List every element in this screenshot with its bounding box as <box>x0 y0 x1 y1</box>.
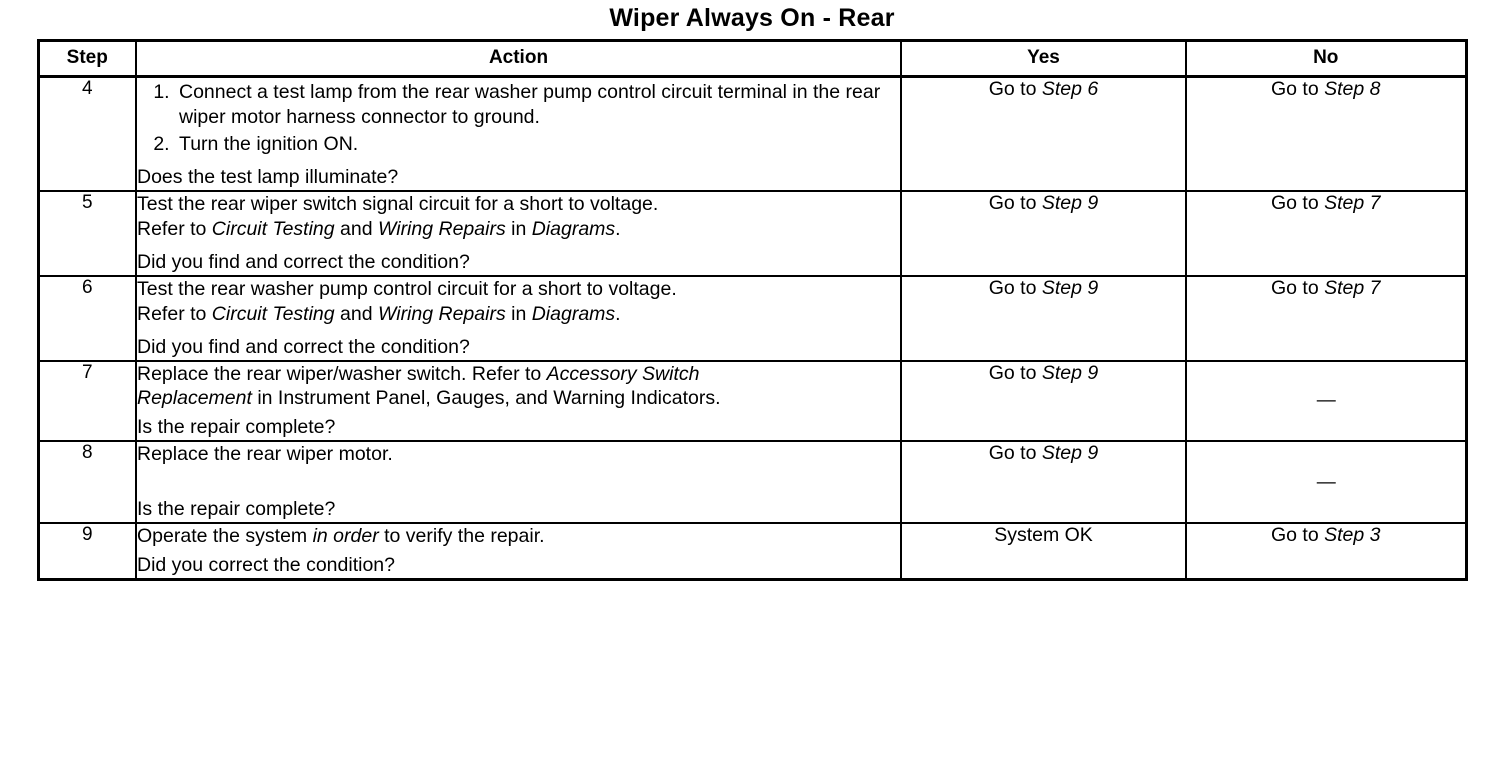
cell-no <box>1186 77 1466 191</box>
refer-to-text: Refer to <box>137 217 212 240</box>
table-row <box>38 191 1466 276</box>
yes-text: Go to <box>988 191 1042 214</box>
reference-wiring-repairs: Wiring Repairs <box>378 302 506 325</box>
cell-no <box>1186 276 1466 361</box>
reference-accessory-switch: Accessory Switch <box>546 362 700 385</box>
reference-location-text: in Instrument Panel, Gauges, and Warning Indicators. <box>251 387 721 410</box>
yes-text: System OK <box>994 524 1093 547</box>
cell-yes <box>901 523 1186 579</box>
no-step-ref: Step 7 <box>1324 276 1381 299</box>
cell-step-number: 5 <box>38 191 136 276</box>
table-row <box>38 361 1466 442</box>
conjunction-and: and <box>334 217 378 240</box>
cell-yes <box>901 276 1186 361</box>
conjunction-and: and <box>334 302 378 325</box>
action-reference-line <box>137 302 900 327</box>
no-text: Go to <box>1270 78 1325 100</box>
reference-circuit-testing: Circuit Testing <box>211 217 335 240</box>
table-header <box>38 41 1466 77</box>
cell-yes <box>901 77 1186 191</box>
action-question: Did you correct the condition? <box>137 554 395 577</box>
cell-no <box>1186 361 1466 442</box>
reference-circuit-testing: Circuit Testing <box>211 302 335 325</box>
action-question: Did you find and correct the condition? <box>137 250 470 273</box>
action-question: Did you find and correct the condition? <box>137 335 470 358</box>
list-item: 2. Turn the ignition ON. <box>175 132 900 157</box>
cell-yes <box>901 361 1186 442</box>
cell-step-number: 7 <box>38 361 136 442</box>
yes-step-ref: Step 9 <box>1041 442 1099 465</box>
table-header-row <box>38 41 1466 77</box>
cell-step-number: 8 <box>38 441 136 523</box>
action-line <box>137 362 900 387</box>
no-dash: — <box>1316 390 1335 412</box>
cell-action <box>136 77 901 191</box>
cell-action <box>136 441 901 523</box>
cell-no <box>1186 441 1466 523</box>
verify-repair-text: to verify the repair. <box>378 525 545 548</box>
preposition-in: in <box>505 217 532 240</box>
list-item: 1. Connect a test lamp from the rear washer pump control circuit terminal in the rear wiper motor harness connector to ground. <box>175 80 900 130</box>
spacer <box>137 467 900 493</box>
no-text: Go to <box>1270 524 1325 547</box>
action-line: Test the rear washer pump control circuit for a short to voltage. <box>137 277 677 300</box>
yes-text: Go to <box>988 361 1042 384</box>
yes-step-ref: Step 9 <box>1041 361 1099 384</box>
reference-wiring-repairs: Wiring Repairs <box>378 217 506 240</box>
no-step-ref: Step 7 <box>1324 191 1381 214</box>
column-header-no: No <box>1186 41 1466 77</box>
action-question: Is the repair complete? <box>137 498 336 521</box>
action-line: Test the rear wiper switch signal circuit for a short to voltage. <box>137 192 659 215</box>
replace-switch-text: Replace the rear wiper/washer switch. Refer to <box>137 362 547 385</box>
yes-step-ref: Step 9 <box>1041 276 1099 299</box>
reference-replacement: Replacement <box>137 387 252 410</box>
table-row <box>38 77 1466 191</box>
action-line <box>137 524 900 549</box>
table-row <box>38 276 1466 361</box>
column-header-action: Action <box>136 41 901 77</box>
yes-text: Go to <box>988 276 1042 299</box>
column-header-yes: Yes <box>901 41 1186 77</box>
cell-no <box>1186 523 1466 579</box>
table-row <box>38 441 1466 523</box>
preposition-in: in <box>505 302 532 325</box>
cell-no <box>1186 191 1466 276</box>
refer-to-text: Refer to <box>137 302 212 325</box>
reference-diagrams: Diagrams <box>531 302 616 325</box>
cell-step-number: 6 <box>38 276 136 361</box>
action-question: Is the repair complete? <box>137 416 336 439</box>
yes-step-ref: Step 9 <box>1041 191 1099 214</box>
cell-action <box>136 276 901 361</box>
yes-text: Go to <box>988 442 1042 465</box>
no-text: Go to <box>1270 276 1325 299</box>
table-row <box>38 523 1466 579</box>
period: . <box>615 217 621 240</box>
cell-action <box>136 361 901 442</box>
operate-system-text: Operate the system <box>137 525 313 548</box>
no-step-ref: Step 8 <box>1324 78 1381 100</box>
diagnostic-table <box>37 39 1468 581</box>
yes-step-ref: Step 6 <box>1041 78 1099 100</box>
cell-yes <box>901 441 1186 523</box>
reference-diagrams: Diagrams <box>531 217 616 240</box>
action-reference-line <box>137 386 900 411</box>
period: . <box>615 302 621 325</box>
yes-text: Go to <box>988 78 1042 100</box>
cell-action <box>136 523 901 579</box>
action-line: Replace the rear wiper motor. <box>137 443 393 466</box>
action-question: Does the test lamp illuminate? <box>137 165 399 188</box>
action-reference-line <box>137 217 900 242</box>
no-step-ref: Step 3 <box>1324 524 1381 547</box>
column-header-step: Step <box>38 41 136 77</box>
emphasis-in-order: in order <box>312 525 379 548</box>
no-dash: — <box>1316 471 1335 493</box>
table-body <box>38 77 1466 580</box>
cell-step-number: 4 <box>38 77 136 191</box>
page-title: Wiper Always On - Rear <box>609 4 895 32</box>
action-step-list <box>137 80 900 157</box>
no-text: Go to <box>1270 191 1325 214</box>
cell-action <box>136 191 901 276</box>
cell-yes <box>901 191 1186 276</box>
cell-step-number: 9 <box>38 523 136 579</box>
